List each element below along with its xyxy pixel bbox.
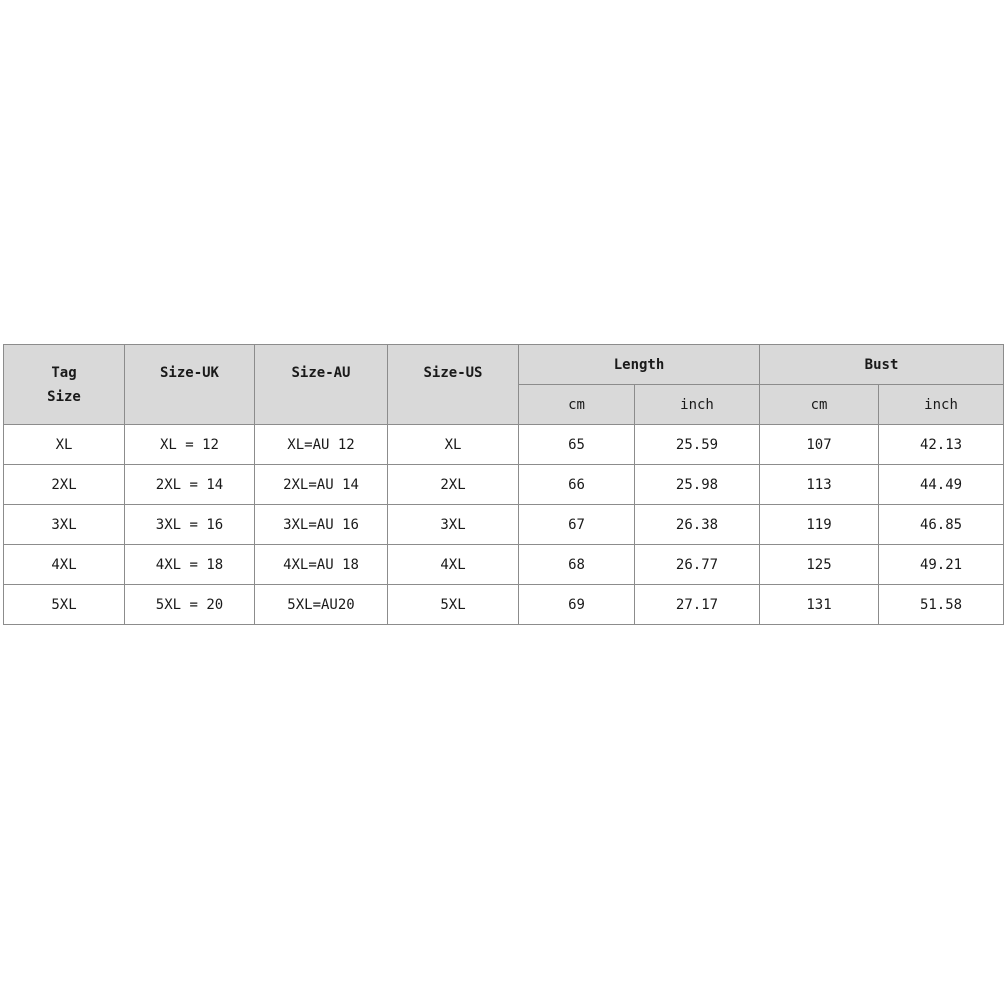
- cell-uk: 3XL = 16: [125, 505, 255, 545]
- cell-au: 2XL=AU 14: [255, 465, 388, 505]
- table-row: [4, 505, 1004, 545]
- header-length-inch: inch: [635, 385, 760, 425]
- cell-bust-inch: 49.21: [879, 545, 1004, 585]
- header-bust-inch: inch: [879, 385, 1004, 425]
- header-length: Length: [519, 345, 760, 385]
- size-chart-table: [3, 344, 1004, 625]
- cell-uk: 5XL = 20: [125, 585, 255, 625]
- cell-tag: 3XL: [4, 505, 125, 545]
- header-length-cm: cm: [519, 385, 635, 425]
- header-row-primary: [4, 345, 1004, 385]
- cell-bust-cm: 107: [760, 425, 879, 465]
- header-size-us: Size-US: [388, 345, 519, 425]
- cell-length-inch: 27.17: [635, 585, 760, 625]
- cell-us: 3XL: [388, 505, 519, 545]
- cell-uk: XL = 12: [125, 425, 255, 465]
- cell-length-inch: 25.98: [635, 465, 760, 505]
- cell-tag: XL: [4, 425, 125, 465]
- cell-length-inch: 25.59: [635, 425, 760, 465]
- cell-length-cm: 66: [519, 465, 635, 505]
- cell-bust-cm: 125: [760, 545, 879, 585]
- header-size-au: Size-AU: [255, 345, 388, 425]
- cell-length-inch: 26.77: [635, 545, 760, 585]
- cell-bust-cm: 131: [760, 585, 879, 625]
- cell-uk: 4XL = 18: [125, 545, 255, 585]
- cell-us: 2XL: [388, 465, 519, 505]
- cell-au: XL=AU 12: [255, 425, 388, 465]
- cell-bust-inch: 51.58: [879, 585, 1004, 625]
- cell-uk: 2XL = 14: [125, 465, 255, 505]
- header-bust-cm: cm: [760, 385, 879, 425]
- header-bust: Bust: [760, 345, 1004, 385]
- cell-us: 4XL: [388, 545, 519, 585]
- table-row: [4, 425, 1004, 465]
- cell-length-cm: 65: [519, 425, 635, 465]
- cell-length-inch: 26.38: [635, 505, 760, 545]
- cell-au: 3XL=AU 16: [255, 505, 388, 545]
- cell-bust-cm: 113: [760, 465, 879, 505]
- header-tag-size: [4, 345, 125, 425]
- table-row: [4, 585, 1004, 625]
- cell-length-cm: 67: [519, 505, 635, 545]
- cell-us: 5XL: [388, 585, 519, 625]
- cell-tag: 5XL: [4, 585, 125, 625]
- cell-bust-inch: 46.85: [879, 505, 1004, 545]
- cell-tag: 4XL: [4, 545, 125, 585]
- cell-length-cm: 69: [519, 585, 635, 625]
- table-row: [4, 465, 1004, 505]
- cell-tag: 2XL: [4, 465, 125, 505]
- cell-bust-cm: 119: [760, 505, 879, 545]
- cell-bust-inch: 42.13: [879, 425, 1004, 465]
- header-size-uk: Size-UK: [125, 345, 255, 425]
- header-tag-size-line2: Size: [47, 388, 81, 405]
- cell-us: XL: [388, 425, 519, 465]
- cell-au: 4XL=AU 18: [255, 545, 388, 585]
- table-row: [4, 545, 1004, 585]
- cell-bust-inch: 44.49: [879, 465, 1004, 505]
- header-tag-size-line1: Tag: [51, 364, 77, 381]
- cell-length-cm: 68: [519, 545, 635, 585]
- cell-au: 5XL=AU20: [255, 585, 388, 625]
